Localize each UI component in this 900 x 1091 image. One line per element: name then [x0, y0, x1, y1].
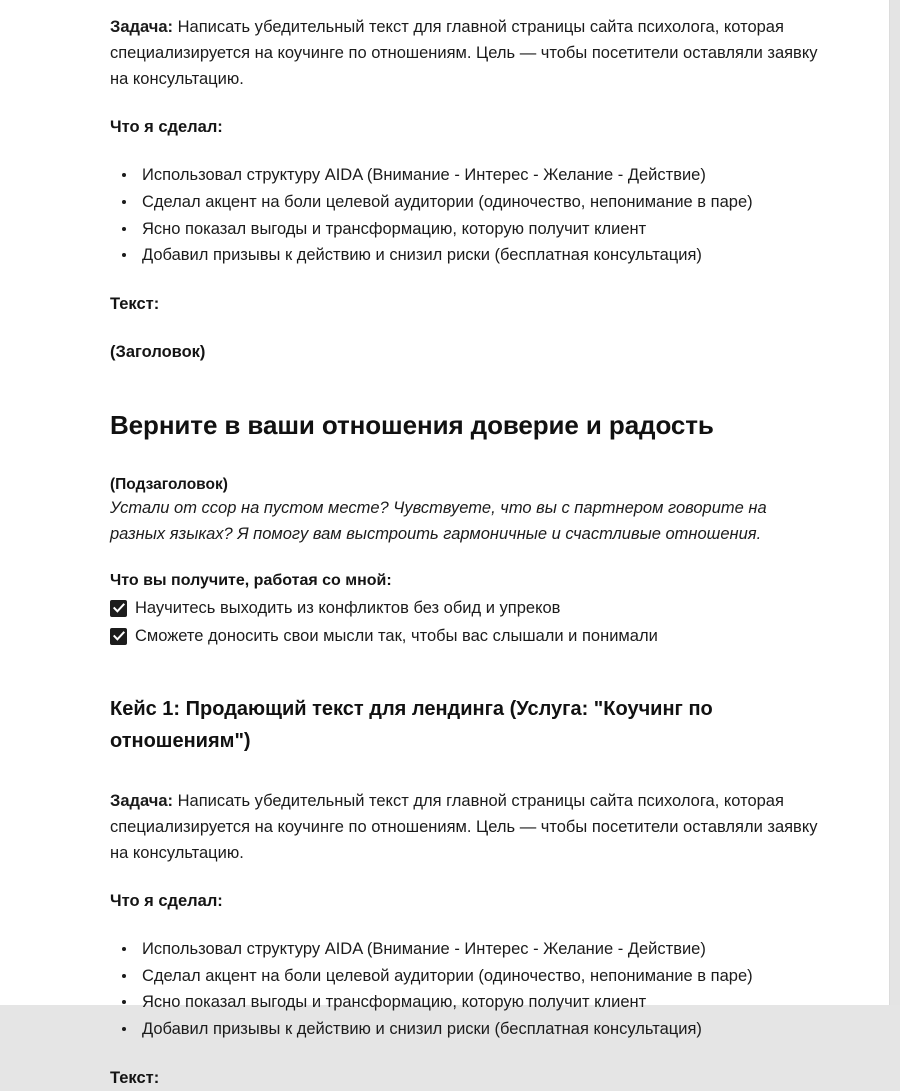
- spacer-after-case-heading: [110, 758, 819, 788]
- spacer-after-task-1: [110, 92, 819, 114]
- page-title: Верните в ваши отношения доверие и радость: [110, 410, 714, 441]
- spacer-after-bullets-1: [110, 269, 819, 291]
- text-label-1: Текст:: [110, 295, 160, 314]
- task-text-2: Написать убедительный текст для главной страницы сайта психолога, которая специализируется на коучинге по отношениям. Цель — чтобы посетители оставляли заявку на консультацию.: [110, 791, 818, 862]
- list-item: [110, 596, 819, 621]
- benefit-label: Сможете доносить свои мысли так, чтобы вас слышали и понимали: [135, 627, 658, 646]
- list-item: Добавил призывы к действию и снизил риски (бесплатная консультация): [142, 1016, 819, 1043]
- list-item: Ясно показал выгоды и трансформацию, которую получит клиент: [142, 989, 819, 1016]
- subhead-marker: (Подзаголовок): [110, 476, 228, 494]
- spacer-before-headline: [110, 365, 819, 409]
- benefits-title: Что вы получите, работая со мной:: [110, 572, 392, 590]
- spacer-before-bullets-1: [110, 140, 819, 162]
- did-label-1: Что я сделал:: [110, 118, 223, 137]
- vertical-scrollbar[interactable]: [889, 0, 900, 1005]
- text-label-2: Текст:: [110, 1068, 160, 1087]
- task-paragraph-1: [110, 14, 819, 92]
- spacer-before-benefits: [110, 547, 819, 569]
- subhead-text: Устали от ссор на пустом месте? Чувствуете, что вы с партнером говорите на разных языках? Я помогу вам выстроить гармоничные и счастливые отношения.: [110, 499, 767, 543]
- checkbox-checked-icon: [110, 628, 127, 645]
- case-heading: Кейс 1: Продающий текст для лендинга (Услуга: "Коучинг по отношениям"): [110, 697, 713, 753]
- task-label-2: Задача:: [110, 791, 174, 810]
- list-item: [110, 624, 819, 649]
- did-label-2: Что я сделал:: [110, 891, 223, 910]
- list-item: Сделал акцент на боли целевой аудитории (одиночество, непонимание в паре): [142, 963, 819, 990]
- list-item: Ясно показал выгоды и трансформацию, которую получит клиент: [142, 216, 819, 243]
- spacer-after-headline: [110, 443, 819, 473]
- task-paragraph-2: [110, 788, 819, 866]
- benefit-label: Научитесь выходить из конфликтов без обид и упреков: [135, 599, 561, 618]
- checkbox-checked-icon: [110, 600, 127, 617]
- spacer-before-bullets-2: [110, 914, 819, 936]
- bullet-list-2: [110, 936, 819, 1043]
- benefits-list: [110, 596, 819, 649]
- spacer-after-task-2: [110, 866, 819, 888]
- spacer-before-case-heading: [110, 649, 819, 693]
- list-item: Использовал структуру AIDA (Внимание - Интерес - Желание - Действие): [142, 936, 819, 963]
- headline-marker: (Заголовок): [110, 343, 206, 362]
- top-spacer: [110, 0, 819, 14]
- bullet-list-1: [110, 162, 819, 269]
- list-item: Использовал структуру AIDA (Внимание - Интерес - Желание - Действие): [142, 162, 819, 189]
- spacer-after-text-label-1: [110, 317, 819, 339]
- spacer-after-bullets-2: [110, 1043, 819, 1065]
- task-label-1: Задача:: [110, 18, 174, 36]
- list-item: Добавил призывы к действию и снизил риски (бесплатная консультация): [142, 242, 819, 269]
- list-item: Сделал акцент на боли целевой аудитории (одиночество, непонимание в паре): [142, 189, 819, 216]
- task-text-1: Написать убедительный текст для главной страницы сайта психолога, которая специализируется на коучинге по отношениям. Цель — чтобы посетители оставляли заявку на консультацию.: [110, 18, 818, 89]
